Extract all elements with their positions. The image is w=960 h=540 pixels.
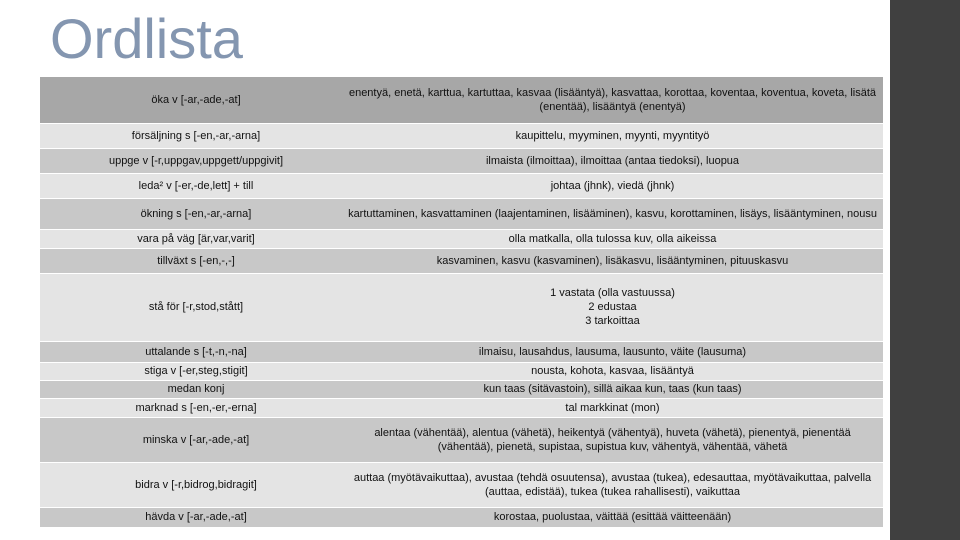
table-row (40, 380, 883, 398)
term-cell: uppge v [-r,uppgav,uppgett/uppgivit] (40, 148, 342, 173)
term-cell: leda² v [-er,-de,lett] + till (40, 173, 342, 198)
term-cell: vara på väg [är,var,varit] (40, 229, 342, 248)
table-row (40, 123, 883, 148)
translation-cell: korostaa, puolustaa, väittää (esittää väitteenään) (342, 507, 883, 527)
table-row (40, 341, 883, 362)
translation-cell: olla matkalla, olla tulossa kuv, olla aikeissa (342, 229, 883, 248)
translation-line: 1 vastata (olla vastuussa) (550, 287, 675, 299)
translation-cell: nousta, kohota, kasvaa, lisääntyä (342, 362, 883, 380)
term-cell: marknad s [-en,-er,-erna] (40, 398, 342, 417)
term-cell: ökning s [-en,-ar,-arna] (40, 198, 342, 229)
term-cell: stiga v [-er,steg,stigit] (40, 362, 342, 380)
table-row (40, 398, 883, 417)
term-cell: hävda v [-ar,-ade,-at] (40, 507, 342, 527)
translation-cell: ilmaista (ilmoittaa), ilmoittaa (antaa tiedoksi), luopua (342, 148, 883, 173)
term-cell: medan konj (40, 380, 342, 398)
translation-cell: auttaa (myötävaikuttaa), avustaa (tehdä osuutensa), avustaa (tukea), edesauttaa, myötävaikuttaa, palvella (auttaa, edistää), tukea (tukea rahallisesti), vaikuttaa (342, 462, 883, 507)
table-row (40, 417, 883, 462)
table-row (40, 248, 883, 273)
term-cell: bidra v [-r,bidrog,bidragit] (40, 462, 342, 507)
translation-cell (342, 273, 883, 341)
glossary-table-wrap (40, 77, 883, 528)
translation-line: 2 edustaa (588, 301, 637, 313)
page-title: Ordlista (50, 7, 243, 70)
translation-cell: johtaa (jhnk), viedä (jhnk) (342, 173, 883, 198)
term-cell: tillväxt s [-en,-,-] (40, 248, 342, 273)
table-row (40, 77, 883, 123)
translation-cell: alentaa (vähentää), alentua (vähetä), heikentyä (vähentyä), huveta (vähetä), pienentyä, pienentää (vähentää), pienetä, supistaa, supistua kuv, vähentyä, vähentää, vähetä (342, 417, 883, 462)
translation-cell: tal markkinat (mon) (342, 398, 883, 417)
term-cell: försäljning s [-en,-ar,-arna] (40, 123, 342, 148)
table-row (40, 507, 883, 527)
glossary-table (40, 77, 883, 528)
table-row (40, 362, 883, 380)
table-row (40, 273, 883, 341)
table-row (40, 173, 883, 198)
translation-line: 3 tarkoittaa (585, 315, 640, 327)
translation-cell: kasvaminen, kasvu (kasvaminen), lisäkasvu, lisääntyminen, pituuskasvu (342, 248, 883, 273)
table-row (40, 148, 883, 173)
translation-cell: kun taas (sitävastoin), sillä aikaa kun, taas (kun taas) (342, 380, 883, 398)
translation-cell: kaupittelu, myyminen, myynti, myyntityö (342, 123, 883, 148)
table-row (40, 229, 883, 248)
term-cell: minska v [-ar,-ade,-at] (40, 417, 342, 462)
term-cell: öka v [-ar,-ade,-at] (40, 77, 342, 123)
table-row (40, 198, 883, 229)
translation-cell: kartuttaminen, kasvattaminen (laajentaminen, lisääminen), kasvu, korottaminen, lisäys, lisääntyminen, nousu (342, 198, 883, 229)
translation-cell: ilmaisu, lausahdus, lausuma, lausunto, väite (lausuma) (342, 341, 883, 362)
term-cell: stå för [-r,stod,stått] (40, 273, 342, 341)
table-row (40, 462, 883, 507)
sidebar-panel (890, 0, 960, 540)
translation-cell: enentyä, enetä, karttua, kartuttaa, kasvaa (lisääntyä), kasvattaa, korottaa, koventaa, koventua, koveta, lisätä (enentää), lisääntyä (enentyä) (342, 77, 883, 123)
term-cell: uttalande s [-t,-n,-na] (40, 341, 342, 362)
